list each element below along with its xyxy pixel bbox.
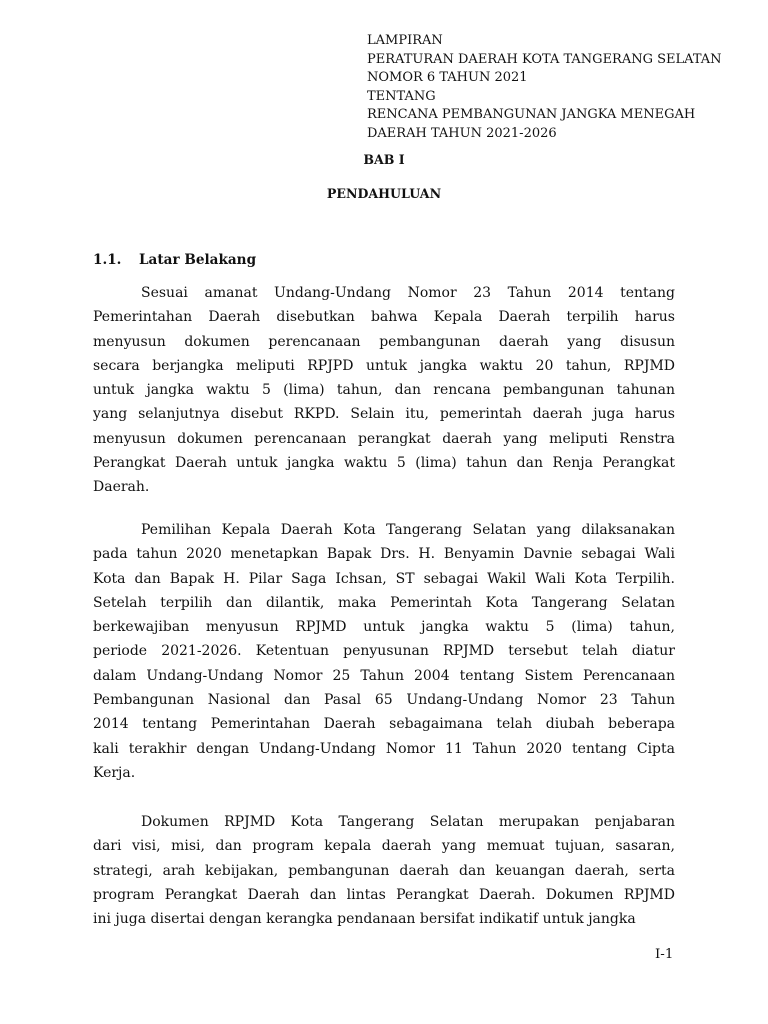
header-line: TENTANG	[367, 88, 436, 104]
paragraph-line: pada tahun 2020 menetapkan Bapak Drs. H. Benyamin Davnie sebagai Wali	[93, 546, 675, 563]
paragraph	[93, 518, 675, 785]
paragraph-line: yang selanjutnya disebut RKPD. Selain itu, pemerintah daerah juga harus	[93, 406, 675, 423]
paragraph-line: Pemilihan Kepala Daerah Kota Tangerang Selatan yang dilaksanakan	[141, 522, 675, 538]
paragraph-line: Pembangunan Nasional dan Pasal 65 Undang-Undang Nomor 23 Tahun	[93, 692, 675, 709]
paragraph-line: 2014 tentang Pemerintahan Daerah sebagaimana telah diubah beberapa	[93, 716, 675, 733]
header-line: NOMOR 6 TAHUN 2021	[367, 70, 528, 85]
chapter-number: BAB I	[363, 152, 405, 167]
paragraph-line: Setelah terpilih dan dilantik, maka Pemerintah Kota Tangerang Selatan	[93, 594, 675, 611]
attachment-header	[367, 32, 762, 143]
paragraph-line: untuk jangka waktu 5 (lima) tahun, dan rencana pembangunan tahunan	[93, 382, 675, 399]
section-heading	[93, 252, 256, 268]
paragraph-line: berkewajiban menyusun RPJMD untuk jangka waktu 5 (lima) tahun,	[93, 619, 675, 636]
paragraph-line: Kota dan Bapak H. Pilar Saga Ichsan, ST sebagai Wakil Wali Kota Terpilih.	[93, 570, 675, 587]
paragraph-line: strategi, arah kebijakan, pembangunan daerah dan keuangan daerah, serta	[93, 862, 675, 879]
paragraph-line: Dokumen RPJMD Kota Tangerang Selatan merupakan penjabaran	[141, 814, 675, 830]
paragraph-line: Kerja.	[93, 764, 136, 781]
header-line: PERATURAN DAERAH KOTA TANGERANG SELATAN	[367, 51, 722, 67]
paragraph-line: dari visi, misi, dan program kepala daerah yang memuat tujuan, sasaran,	[93, 838, 675, 855]
paragraph	[93, 810, 675, 931]
chapter-title: PENDAHULUAN	[326, 186, 442, 201]
paragraph-line: dalam Undang-Undang Nomor 25 Tahun 2004 tentang Sistem Perencanaan	[93, 667, 675, 684]
paragraph-line: kali terakhir dengan Undang-Undang Nomor 11 Tahun 2020 tentang Cipta	[93, 740, 675, 757]
paragraph-line: Pemerintahan Daerah disebutkan bahwa Kepala Daerah terpilih harus	[93, 309, 675, 326]
paragraph-line: program Perangkat Daerah dan lintas Perangkat Daerah. Dokumen RPJMD	[93, 886, 675, 903]
paragraph-line: menyusun dokumen perencanaan pembangunan daerah yang disusun	[93, 333, 675, 350]
paragraph-line: periode 2021-2026. Ketentuan penyusunan RPJMD tersebut telah diatur	[93, 643, 675, 660]
paragraph-line: ini juga disertai dengan kerangka pendanaan bersifat indikatif untuk jangka	[93, 911, 636, 928]
paragraph-line: Perangkat Daerah untuk jangka waktu 5 (lima) tahun dan Renja Perangkat	[93, 455, 675, 472]
page-number: I-1	[655, 947, 674, 962]
header-line: DAERAH TAHUN 2021-2026	[367, 125, 557, 141]
header-line: RENCANA PEMBANGUNAN JANGKA MENEGAH	[367, 107, 696, 122]
paragraph-line: menyusun dokumen perencanaan perangkat daerah yang meliputi Renstra	[93, 430, 675, 447]
section-title: Latar Belakang	[139, 252, 257, 268]
paragraph-line: secara berjangka meliputi RPJPD untuk jangka waktu 20 tahun, RPJMD	[93, 357, 675, 374]
paragraph-line: Sesuai amanat Undang-Undang Nomor 23 Tahun 2014 tentang	[141, 285, 675, 301]
section-number: 1.1.	[93, 252, 122, 268]
header-line: LAMPIRAN	[367, 33, 443, 48]
paragraph	[93, 281, 675, 500]
paragraph-line: Daerah.	[93, 479, 150, 496]
